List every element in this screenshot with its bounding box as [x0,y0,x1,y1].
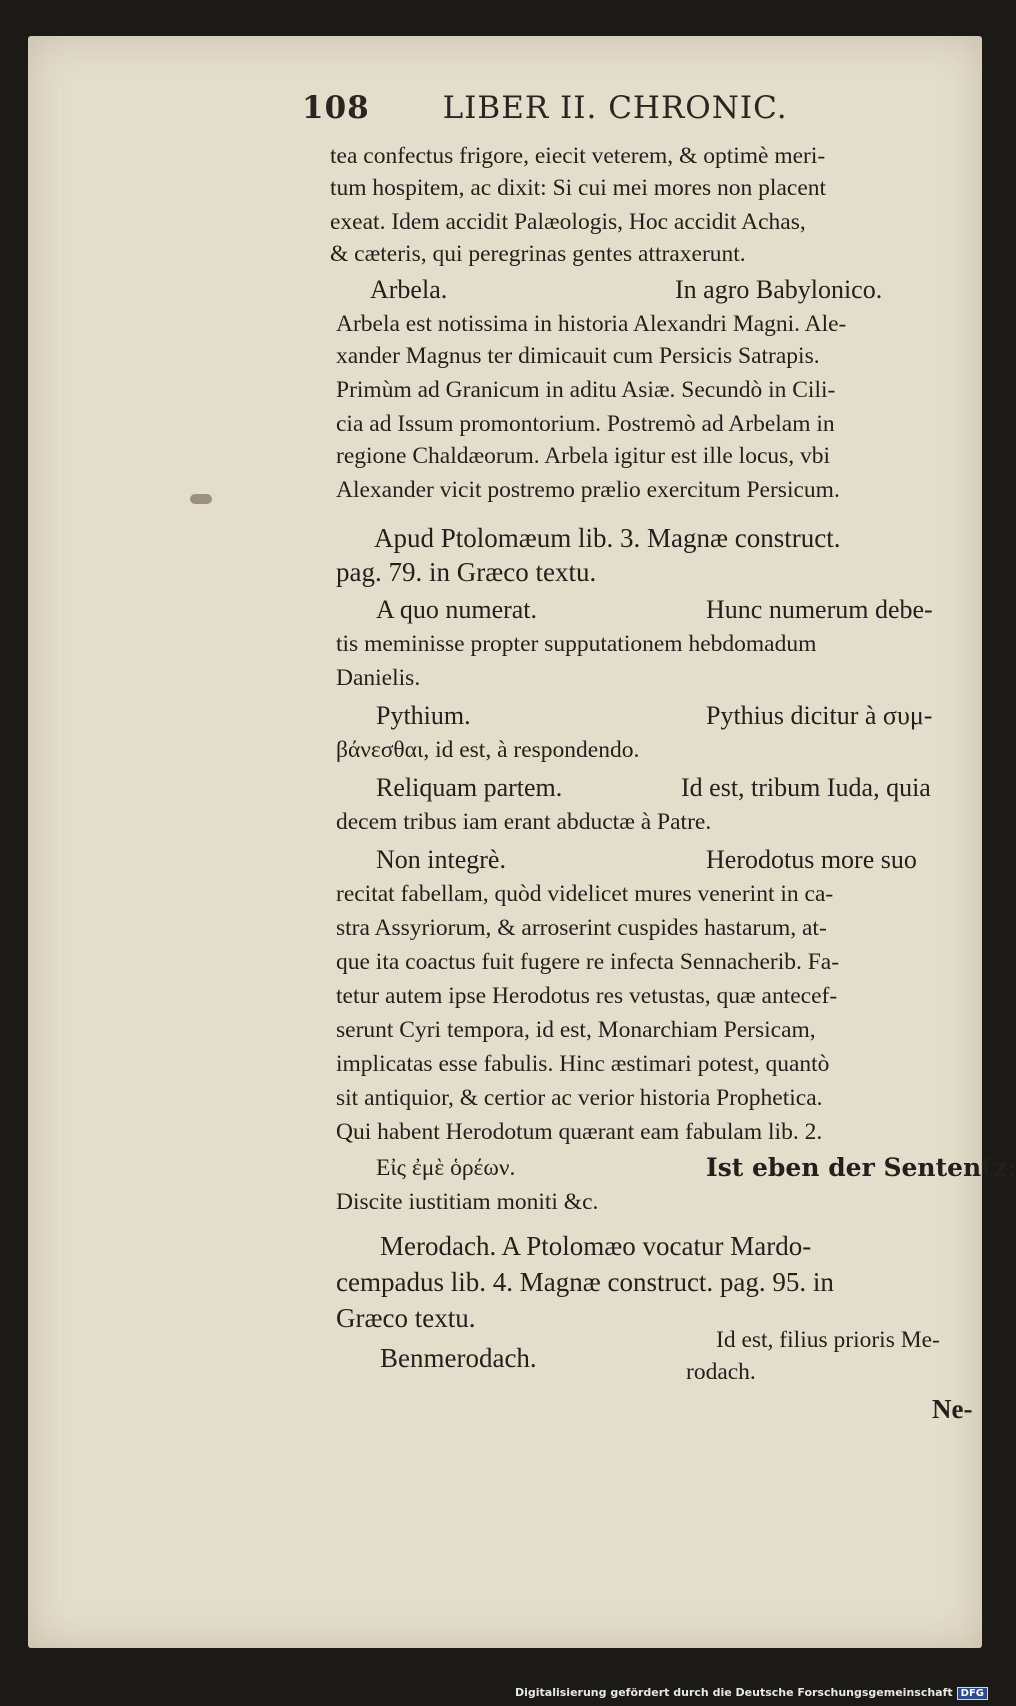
lemma: Εἰς ἐμὲ ὁρέων. Ist eben der Sententz: [376,1153,1016,1182]
body-line: recitat fabellam, quòd videlicet mures venerint in ca- [336,881,834,907]
body-line: stra Assyriorum, & arroserint cuspides hastarum, at- [336,915,827,941]
ink-speck [190,494,212,504]
lemma: Arbela. In agro Babylonico. [370,275,883,304]
body-line: tetur autem ipse Herodotus res vetustas, quæ antecef- [336,983,838,1009]
lemma: Non integrè. Herodotus more suo [376,845,917,874]
lemma: Merodach. A Ptolomæo vocatur Mardo- [380,1231,812,1261]
lemma-gloss: Id est, tribum Iuda, quia [681,773,931,802]
body-line: Alexander vicit postremo prælio exercitum Persicum. [336,477,840,503]
body-line: pag. 79. in Græco textu. [336,557,597,587]
lemma: Apud Ptolomæum lib. 3. Magnæ construct. [374,523,841,553]
lemma-gloss: Pythius dicitur à συμ- [706,701,933,730]
body-line: cempadus lib. 4. Magnæ construct. pag. 95. in [336,1267,834,1297]
running-title: LIBER II. CHRONIC. [442,90,788,126]
body-line: Græco textu. [336,1303,476,1333]
lemma-gloss: rodach. [686,1359,756,1385]
catchword: Ne- [932,1394,973,1424]
lemma-gloss: Herodotus more suo [706,845,917,874]
body-line: cia ad Issum promontorium. Postremò ad Arbelam in [336,411,835,437]
lemma-gloss: Id est, filius prioris Me- [716,1327,940,1353]
body-line: tum hospitem, ac dixit: Si cui mei mores non placent [330,175,827,201]
lemma-gloss: In agro Babylonico. [675,275,883,304]
body-line: Discite iustitiam moniti &c. [336,1189,599,1215]
body-line: tea confectus frigore, eiecit veterem, & optimè meri- [330,143,826,169]
body-line: regione Chaldæorum. Arbela igitur est ille locus, vbi [336,443,831,469]
lemma: A quo numerat. Hunc numerum debe- [376,595,933,624]
lemma: Pythium. Pythius dicitur à συμ- [376,701,933,730]
lemma-gloss: Ist eben der Sententz: [706,1153,1016,1182]
body-line: sit antiquior, & certior ac verior historia Prophetica. [336,1085,823,1111]
body-line: Primùm ad Granicum in aditu Asiæ. Secundò in Cili- [336,377,836,403]
body-line: que ita coactus fuit fugere re infecta Sennacherib. Fa- [336,949,840,975]
page-number: 108 [302,90,370,126]
digitization-credit: Digitalisierung gefördert durch die Deutsche Forschungsgemeinschaft DFG [515,1686,988,1700]
body-line: tis meminisse propter supputationem hebdomadum [336,631,817,657]
body-line: implicatas esse fabulis. Hinc æstimari potest, quantò [336,1051,830,1077]
lemma: Reliquam partem. Id est, tribum Iuda, quia [376,773,931,802]
body-line: Arbela est notissima in historia Alexandri Magni. Ale- [336,311,847,337]
body-line: exeat. Idem accidit Palæologis, Hoc accidit Achas, [330,209,806,235]
running-header [302,90,862,138]
body-line: serunt Cyri tempora, id est, Monarchiam Persicam, [336,1017,816,1043]
body-line: Qui habent Herodotum quærant eam fabulam lib. 2. [336,1119,823,1145]
body-line: decem tribus iam erant abductæ à Patre. [336,809,712,835]
body-line: βάνεσθαι, id est, à respondendo. [336,737,640,763]
body-line: Danielis. [336,665,421,691]
lemma: Benmerodach. [380,1343,537,1373]
body-line: & cæteris, qui peregrinas gentes attraxerunt. [330,241,746,267]
body-line: xander Magnus ter dimicauit cum Persicis Satrapis. [336,343,820,369]
dfg-logo: DFG [957,1687,988,1700]
lemma-gloss: Hunc numerum debe- [706,595,933,624]
